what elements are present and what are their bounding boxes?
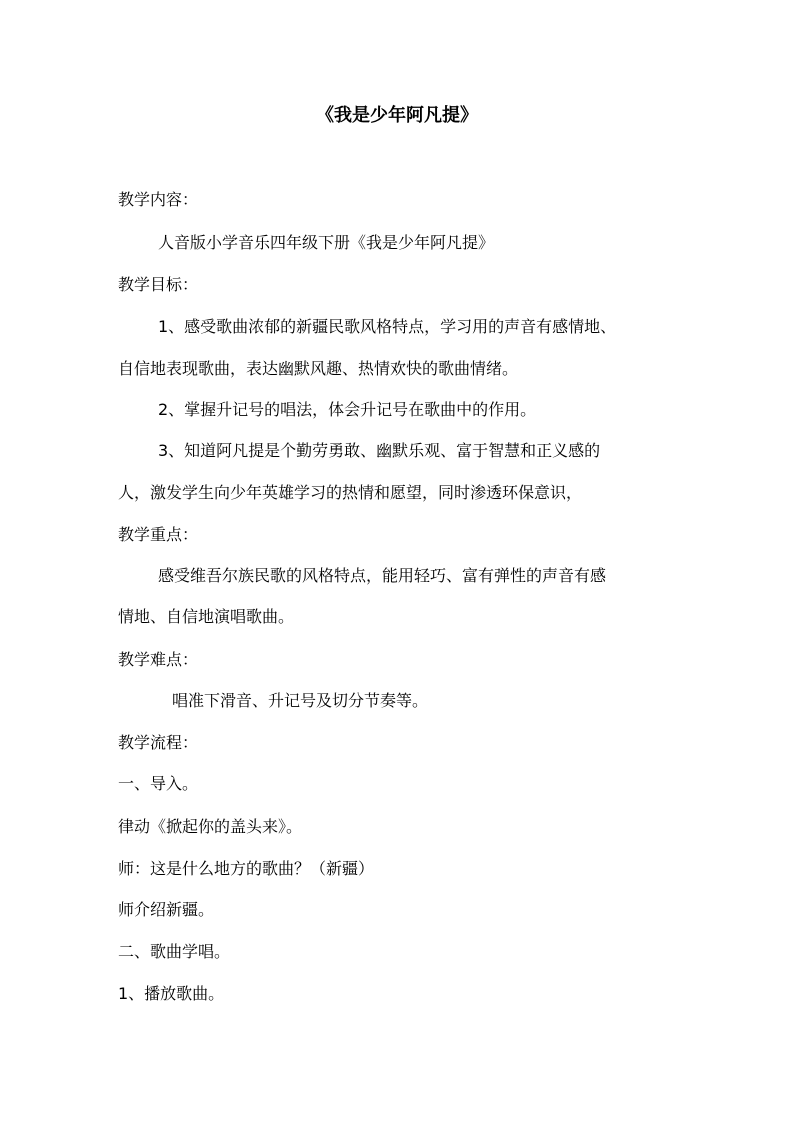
heading-teaching-content: 教学内容：: [118, 190, 199, 209]
paragraph-line: 人，激发学生向少年英雄学习的热情和愿望，同时渗透环保意识，: [118, 483, 583, 502]
heading-teaching-goals: 教学目标：: [118, 275, 199, 294]
paragraph-line: 师：这是什么地方的歌曲？（新疆）: [118, 859, 375, 878]
paragraph-line: 感受维吾尔族民歌的风格特点，能用轻巧、富有弹性的声音有感: [158, 566, 607, 585]
paragraph-line: 唱准下滑音、升记号及切分节奏等。: [172, 691, 429, 710]
paragraph-line: 人音版小学音乐四年级下册《我是少年阿凡提》: [158, 233, 495, 252]
paragraph-line: 1、感受歌曲浓郁的新疆民歌风格特点，学习用的声音有感情地、: [158, 317, 617, 336]
paragraph-line: 律动《掀起你的盖头来》。: [118, 817, 303, 836]
paragraph-line: 师介绍新疆。: [118, 900, 215, 919]
paragraph-line: 2、掌握升记号的唱法，体会升记号在歌曲中的作用。: [158, 400, 537, 419]
document-title: 《我是少年阿凡提》: [316, 105, 478, 126]
heading-teaching-process: 教学流程：: [118, 733, 199, 752]
paragraph-line: 3、知道阿凡提是个勤劳勇敢、幽默乐观、富于智慧和正义感的: [158, 441, 601, 460]
section-heading: 一、导入。: [118, 774, 199, 793]
paragraph-line: 情地、自信地演唱歌曲。: [118, 607, 295, 626]
paragraph-line: 1、播放歌曲。: [118, 984, 225, 1003]
paragraph-line: 自信地表现歌曲，表达幽默风趣、热情欢快的歌曲情绪。: [118, 359, 519, 378]
section-heading: 二、歌曲学唱。: [118, 942, 231, 961]
heading-teaching-difficulty: 教学难点：: [118, 650, 199, 669]
heading-teaching-focus: 教学重点：: [118, 525, 199, 544]
